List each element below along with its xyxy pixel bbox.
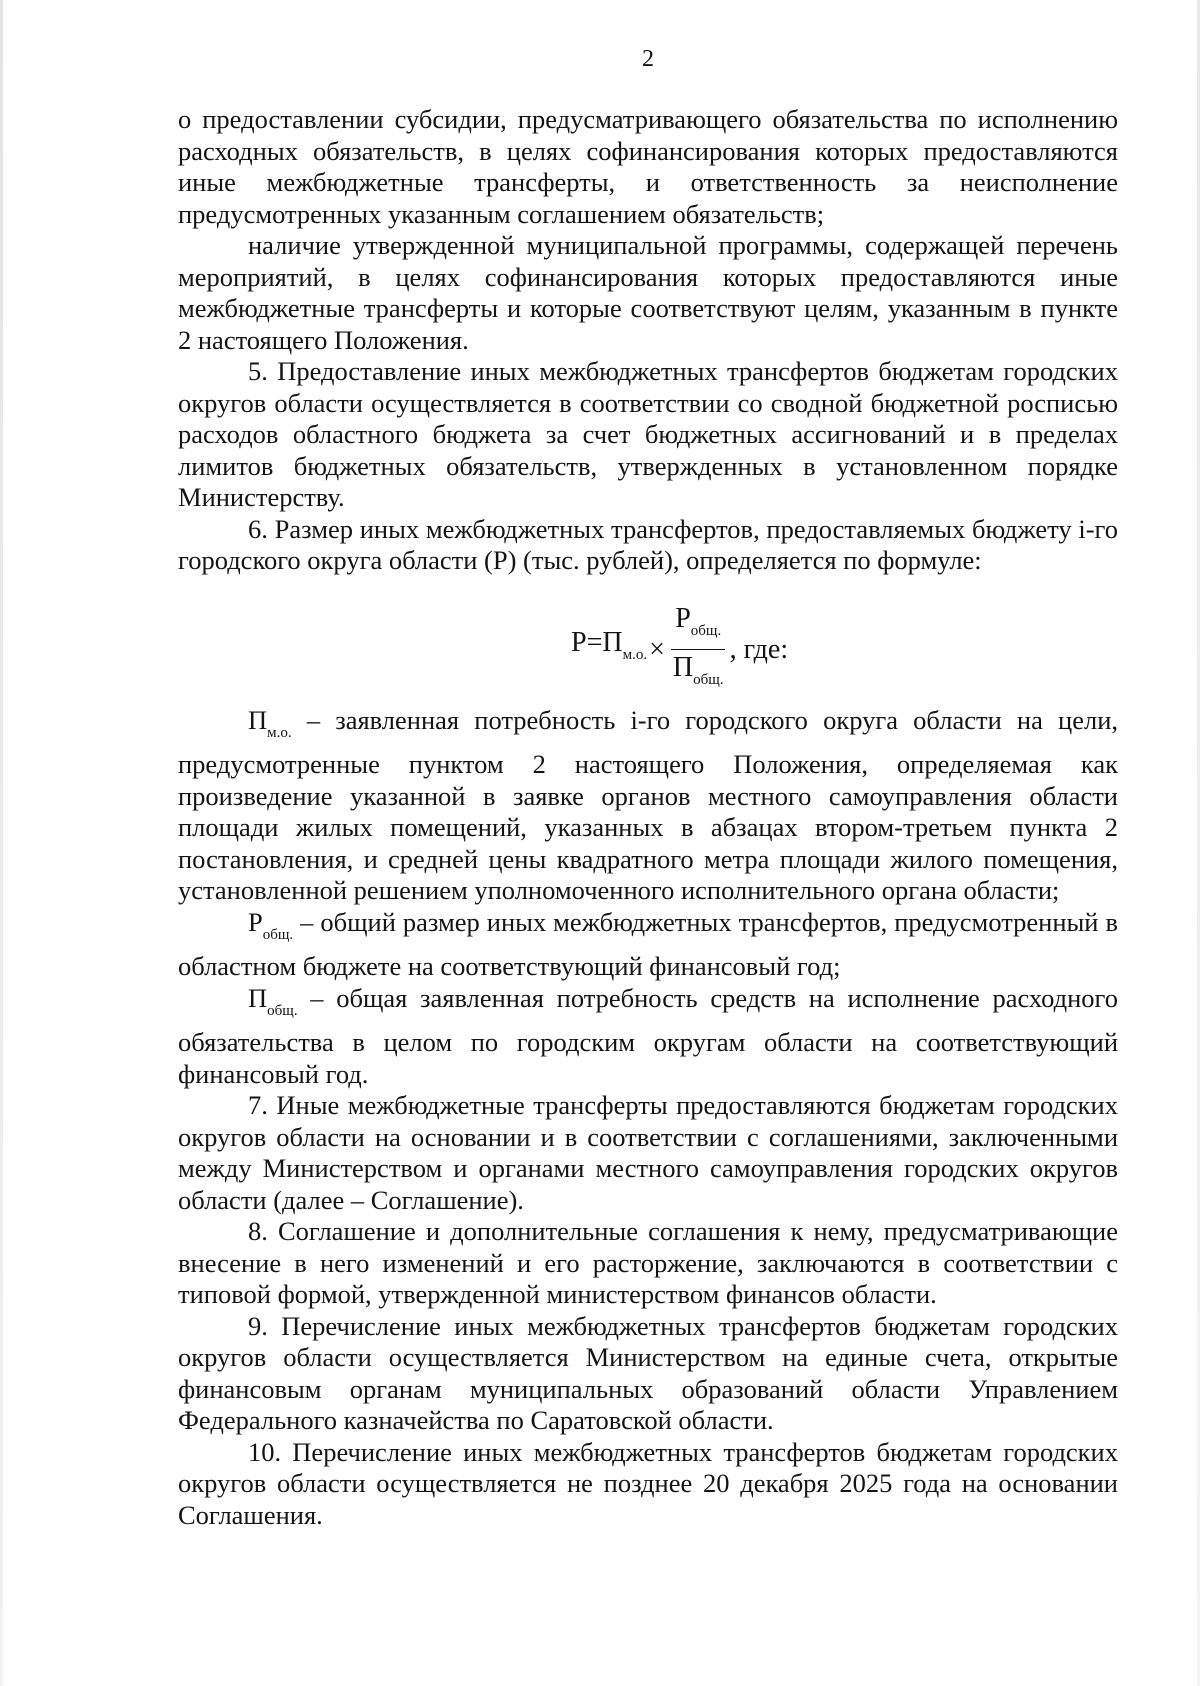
formula-times: × — [649, 633, 665, 665]
paragraph-clause-9: 9. Перечисление иных межбюджетных трансфертов бюджетам городских округов области осуществляется Министерством на единые счета, открытые финансовым органам муниципальных образований области Управлением Федерального казначейства по Саратовской области. — [178, 1310, 1118, 1435]
definition-Pobsh: $П_{общ.}$ – общая заявленная потребность средств на исполнение расходного обязательства в целом по городским округам области на соответствующий финансовый год. — [178, 982, 1119, 1089]
definition-pmo-symbol: $П_{м.о.}$ — [248, 704, 292, 741]
definition-pobsh-symbol: $P_{общ.}$ — [248, 906, 294, 943]
formula-denominator: $П_{общ.}$ — [672, 652, 724, 688]
formula-lhs: $P=П_{м.о.}$ — [571, 627, 648, 664]
paragraph-clause-10: 10. Перечисление иных межбюджетных трансфертов бюджетам городских округов области осуществляется не позднее 20 декабря 2025 года на основании Соглашения. — [178, 1436, 1118, 1530]
scan-edge-left — [0, 0, 3, 1686]
document-body — [178, 104, 1118, 1531]
page-number: 2 — [642, 46, 654, 72]
paragraph-continuation: о предоставлении субсидии, предусматривающего обязательства по исполнению расходных обязательств, в целях софинансирования которых предоставляются иные межбюджетные трансферты, и ответственность за неисполнение предусмотренных указанным соглашением обязательств; — [178, 104, 1118, 229]
definition-Pobsh-symbol: $П_{общ.}$ — [248, 982, 298, 1019]
formula-fraction — [669, 603, 728, 697]
formula-numerator: $P_{общ.}$ — [671, 603, 725, 651]
formula-tail: , где: — [729, 633, 789, 665]
definition-pobsh: $P_{общ.}$ – общий размер иных межбюджетных трансфертов, предусмотренный в областном бюджете на соответствующий финансовый год; — [178, 906, 1118, 981]
formula — [178, 583, 1118, 699]
paragraph-clause-7: 7. Иные межбюджетные трансферты предоставляются бюджетам городских округов области на основании и в соответствии с соглашениями, заключенными между Министерством и органами местного самоуправления городских округов области (далее – Соглашение). — [178, 1090, 1118, 1215]
definition-pmo: $П_{м.о.}$ – заявленная потребность i-го городского округа области на цели, предусмотренные пунктом 2 настоящего Положения, определяемая как произведение указанной в заявке органов местного самоуправления области площади жилых помещений, указанных в абзацах втором-третьем пункта 2 постановления, и средней цены квадратного метра площади жилого помещения, установленной решением уполномоченного исполнительного органа области; — [178, 704, 1118, 905]
paragraph-clause-6: 6. Размер иных межбюджетных трансфертов, предоставляемых бюджету i-го городского округа области (P) (тыс. рублей), определяется по формуле: — [178, 513, 1118, 575]
paragraph-program-condition: наличие утвержденной муниципальной программы, содержащей перечень мероприятий, в целях софинансирования которых предоставляются иные межбюджетные трансферты и которые соответствуют целям, указанным в пункте 2 настоящего Положения. — [178, 230, 1118, 355]
paragraph-clause-5: 5. Предоставление иных межбюджетных трансфертов бюджетам городских округов области осуществляется в соответствии со сводной бюджетной росписью расходов областного бюджета за счет бюджетных ассигнований и в пределах лимитов бюджетных обязательств, утвержденных в установленном порядке Министерству. — [178, 356, 1118, 512]
formula-expression — [571, 603, 788, 697]
paragraph-clause-8: 8. Соглашение и дополнительные соглашения к нему, предусматривающие внесение в него изменений и его расторжение, заключаются в соответствии с типовой формой, утвержденной министерством финансов области. — [178, 1216, 1118, 1309]
